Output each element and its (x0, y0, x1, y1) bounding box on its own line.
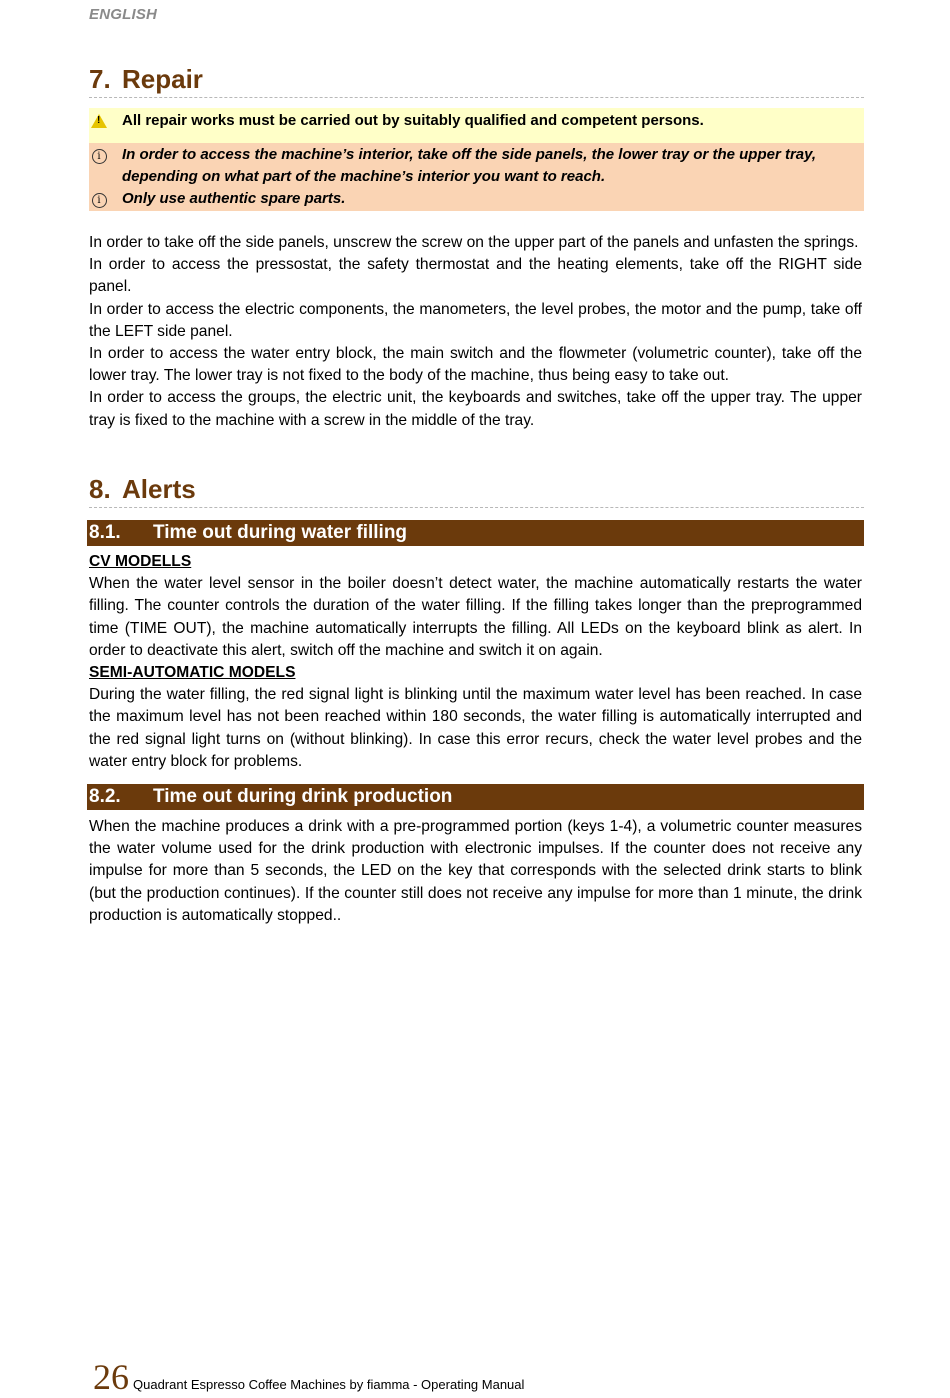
cv-models-heading: CV MODELLS (89, 553, 192, 570)
section-heading-repair (89, 64, 864, 98)
repair-paragraph: In order to access the electric components, the manometers, the level probes, the motor and the pump, take off the LEFT side panel. (89, 300, 862, 340)
section-title: Repair (122, 64, 203, 94)
section-number: 8. (89, 474, 111, 504)
subsection-number: 8.1. (89, 522, 121, 543)
warning-box (89, 108, 864, 143)
footer-text: Quadrant Espresso Coffee Machines by fiamma - Operating Manual (133, 1377, 525, 1392)
semi-automatic-heading: SEMI-AUTOMATIC MODELS (89, 664, 296, 682)
warning-text: All repair works must be carried out by suitably qualified and competent persons. (122, 112, 704, 129)
cv-models-text: When the water level sensor in the boiler doesn’t detect water, the machine automatically restarts the water filling. The counter controls the duration of the water filling. If the filling takes longer than the preprogrammed time (TIME OUT), the machine automatically interrupts the filling. All LEDs on the keyboard blink as alert. In order to deactivate this alert, switch off the machine and switch it on again. (89, 575, 862, 659)
section-heading-alerts (89, 474, 864, 508)
info-icon: i (89, 144, 109, 166)
page-number: 26 (93, 1357, 129, 1397)
drink-production-content (89, 816, 862, 927)
repair-paragraph: In order to access the water entry block, the main switch and the flowmeter (volumetric counter), take off the lower tray. The lower tray is not fixed to the body of the machine, thus being easy to take out. (89, 345, 862, 385)
subsection-heading-drink-production (87, 784, 864, 810)
repair-paragraph: In order to take off the side panels, unscrew the screw on the upper part of the panels and unfasten the springs. (89, 234, 859, 251)
info-box (89, 143, 864, 211)
repair-paragraph: In order to access the pressostat, the safety thermostat and the heating elements, take off the RIGHT side panel. (89, 256, 862, 296)
info-text-spare-parts: Only use authentic spare parts. (122, 190, 346, 207)
subsection-heading-water-filling (87, 520, 864, 546)
info-icon: i (89, 188, 109, 210)
page-footer (93, 1356, 524, 1398)
repair-instructions (89, 232, 862, 432)
info-text-access: In order to access the machine’s interior, take off the side panels, the lower tray or the upper tray, depending on what part of the machine’s interior you want to reach. (122, 146, 817, 185)
water-filling-content (89, 551, 862, 773)
subsection-title: Time out during water filling (153, 522, 408, 543)
language-label: ENGLISH (89, 6, 158, 23)
section-title: Alerts (122, 474, 196, 504)
drink-production-text: When the machine produces a drink with a pre-programmed portion (keys 1-4), a volumetric counter measures the water volume used for the drink production with electronic impulses. If the counter does not receive any impulse for more than 5 seconds, the LED on the key that corresponds with the selected drink starts to blink (but the production continues). If the counter still does not receive any impulse for more than 1 minute, the drink production is automatically stopped.. (89, 818, 862, 924)
subsection-title: Time out during drink production (153, 786, 453, 807)
repair-paragraph: In order to access the groups, the electric unit, the keyboards and switches, take off the upper tray. The upper tray is fixed to the machine with a screw in the middle of the tray. (89, 389, 862, 429)
subsection-number: 8.2. (89, 786, 121, 807)
semi-automatic-text: During the water filling, the red signal light is blinking until the maximum water level has been reached. In case the maximum level has not been reached within 180 seconds, the water filling is automatically interrupted and the red signal light turns on (without blinking). In case this error recurs, check the water level probes and the water entry block for problems. (89, 686, 862, 770)
warning-icon (89, 109, 109, 135)
section-number: 7. (89, 64, 111, 94)
